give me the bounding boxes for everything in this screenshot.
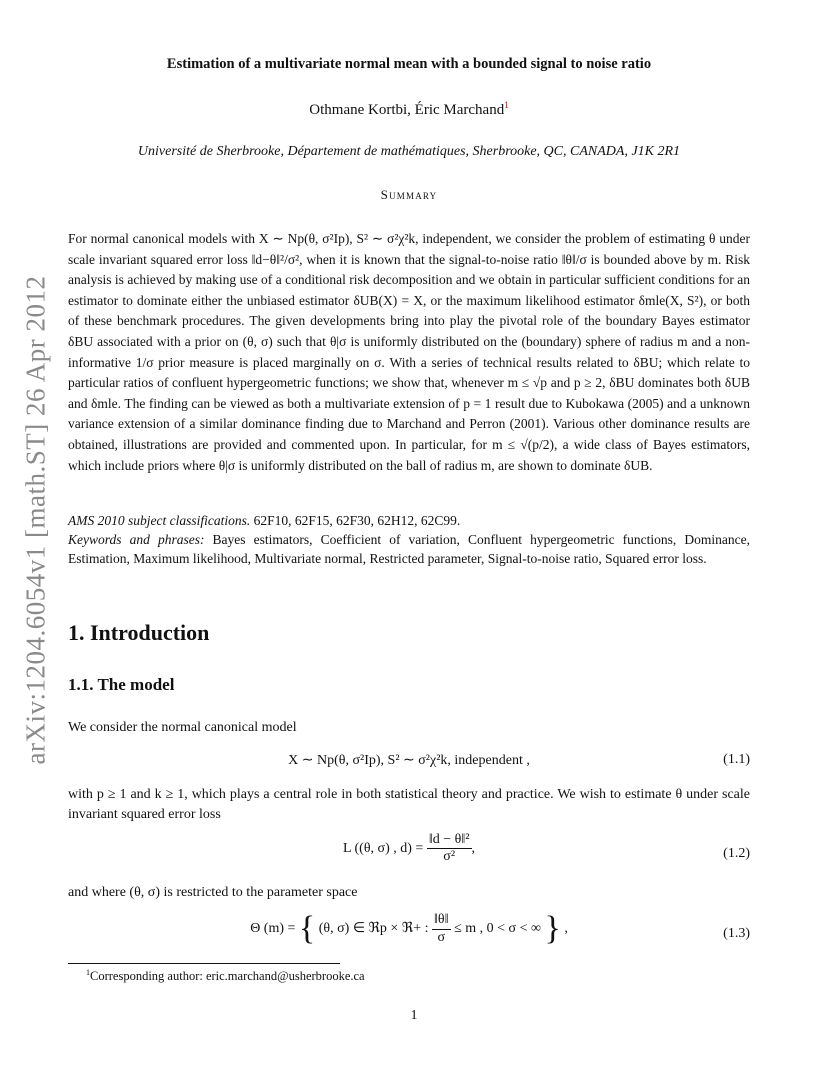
equation-1-1-body: X ∼ Np(θ, σ²Ip), S² ∼ σ²χ²k, independent , bbox=[288, 753, 530, 768]
ams-label: AMS 2010 subject classifications. bbox=[68, 513, 251, 528]
equation-1-3-condition: ≤ m , 0 < σ < ∞ bbox=[454, 921, 541, 937]
author-names: Othmane Kortbi, Éric Marchand bbox=[309, 102, 505, 118]
equation-1-1-number: (1.1) bbox=[723, 752, 750, 767]
paper-title: Estimation of a multivariate normal mean with a bounded signal to noise ratio bbox=[166, 56, 652, 72]
equation-1-3-body bbox=[68, 912, 750, 946]
equation-1-2-denominator: σ² bbox=[443, 849, 456, 865]
equation-1-3 bbox=[68, 912, 750, 958]
equation-1-3-set: (θ, σ) ∈ ℜp × ℜ+ : bbox=[318, 921, 429, 937]
author-footnote-mark[interactable]: 1 bbox=[504, 100, 509, 110]
equation-1-2 bbox=[68, 832, 750, 876]
equation-1-3-number: (1.3) bbox=[723, 926, 750, 941]
keywords-list: Bayes estimators, Coefficient of variation, Confluent hypergeometric functions, Dominance, Estimation, Maximum likelihood, Multivariate normal, Restricted parameter, Signal-to-noise ratio, Squared error loss. bbox=[68, 532, 750, 566]
authors bbox=[68, 100, 750, 119]
paragraph-parameter-space: and where (θ, σ) is restricted to the parameter space bbox=[68, 885, 358, 900]
footnote-mark: 1 bbox=[86, 968, 90, 977]
affiliation: Université de Sherbrooke, Département de mathématiques, Sherbrooke, QC, CANADA, J1K 2R1 bbox=[137, 144, 681, 159]
equation-1-1 bbox=[68, 752, 750, 772]
left-brace-symbol: { bbox=[298, 910, 316, 947]
equation-1-2-lhs: L ((θ, σ) , d) = bbox=[342, 840, 424, 856]
summary-heading: Summary bbox=[380, 187, 438, 202]
footnote-text: Corresponding author: eric.marchand@usherbrooke.ca bbox=[90, 969, 365, 984]
right-brace-symbol: } bbox=[544, 910, 561, 947]
equation-1-2-numerator: ‖d − θ‖² bbox=[427, 832, 472, 849]
page-number: 1 bbox=[410, 1008, 418, 1023]
footnote-rule bbox=[68, 963, 340, 964]
keywords-label: Keywords and phrases: bbox=[68, 532, 205, 547]
ams-codes: 62F10, 62F15, 62F30, 62H12, 62C99. bbox=[250, 513, 461, 528]
equation-1-3-denominator: σ bbox=[437, 929, 446, 945]
footnote bbox=[86, 968, 365, 984]
equation-1-3-end: , bbox=[564, 921, 568, 937]
equation-1-3-fraction bbox=[432, 912, 451, 945]
abstract-text: For normal canonical models with X ∼ Np(θ, σ²Ip), S² ∼ σ²χ²k, independent, we consider the problem of estimating θ under scale invariant squared error loss ‖d−θ‖²/σ², when it is known that the signal-to-noise ratio ‖θ‖/σ is bounded above by m. Risk analysis is achieved by making use of a conditional risk decomposition and we obtain in particular sufficient conditions for an estimator to dominate either the unbiased estimator δUB(X) = X, or the maximum likelihood estimator δmle(X, S²), or both of these benchmark procedures. The given developments bring into play the pivotal role of the boundary Bayes estimator δBU associated with a prior on (θ, σ) such that θ|σ is uniformly distributed on the (boundary) sphere of radius m and a non-informative 1/σ prior measure is placed marginally on σ. With a series of technical results related to δBU; which relate to particular ratios of confluent hypergeometric functions; we show that, whenever m ≤ √p and p ≥ 2, δBU dominates both δUB and δmle. The finding can be viewed as both a multivariate extension of p = 1 result due to Kubokawa (2005) and a unknown variance extension of a similar dominance finding due to Marchand and Perron (2001). Various other dominance results are obtained, illustrations are provided and commented upon. In particular, for m ≤ √(p/2), a wide class of Bayes estimators, which include priors where θ|σ is uniformly distributed on the ball of radius m, are shown to dominate δUB. bbox=[68, 231, 750, 473]
equation-1-2-body bbox=[68, 832, 750, 865]
keywords bbox=[68, 530, 750, 568]
equation-1-2-number: (1.2) bbox=[723, 846, 750, 861]
section-heading-introduction: 1. Introduction bbox=[68, 620, 210, 645]
subsection-heading-model: 1.1. The model bbox=[68, 675, 175, 694]
equation-1-2-tail: , bbox=[471, 840, 475, 856]
ams-classification bbox=[68, 511, 750, 530]
paragraph-intro: We consider the normal canonical model bbox=[68, 720, 297, 735]
equation-1-3-lhs: Θ (m) = bbox=[250, 921, 296, 937]
equation-1-3-numerator: ‖θ‖ bbox=[432, 912, 451, 929]
equation-1-2-fraction bbox=[427, 832, 472, 865]
paragraph-model: with p ≥ 1 and k ≥ 1, which plays a central role in both statistical theory and practice. We wish to estimate θ under scale invariant squared error loss bbox=[68, 787, 750, 822]
arxiv-stamp: arXiv:1204.6054v1 [math.ST] 26 Apr 2012 bbox=[20, 275, 51, 765]
